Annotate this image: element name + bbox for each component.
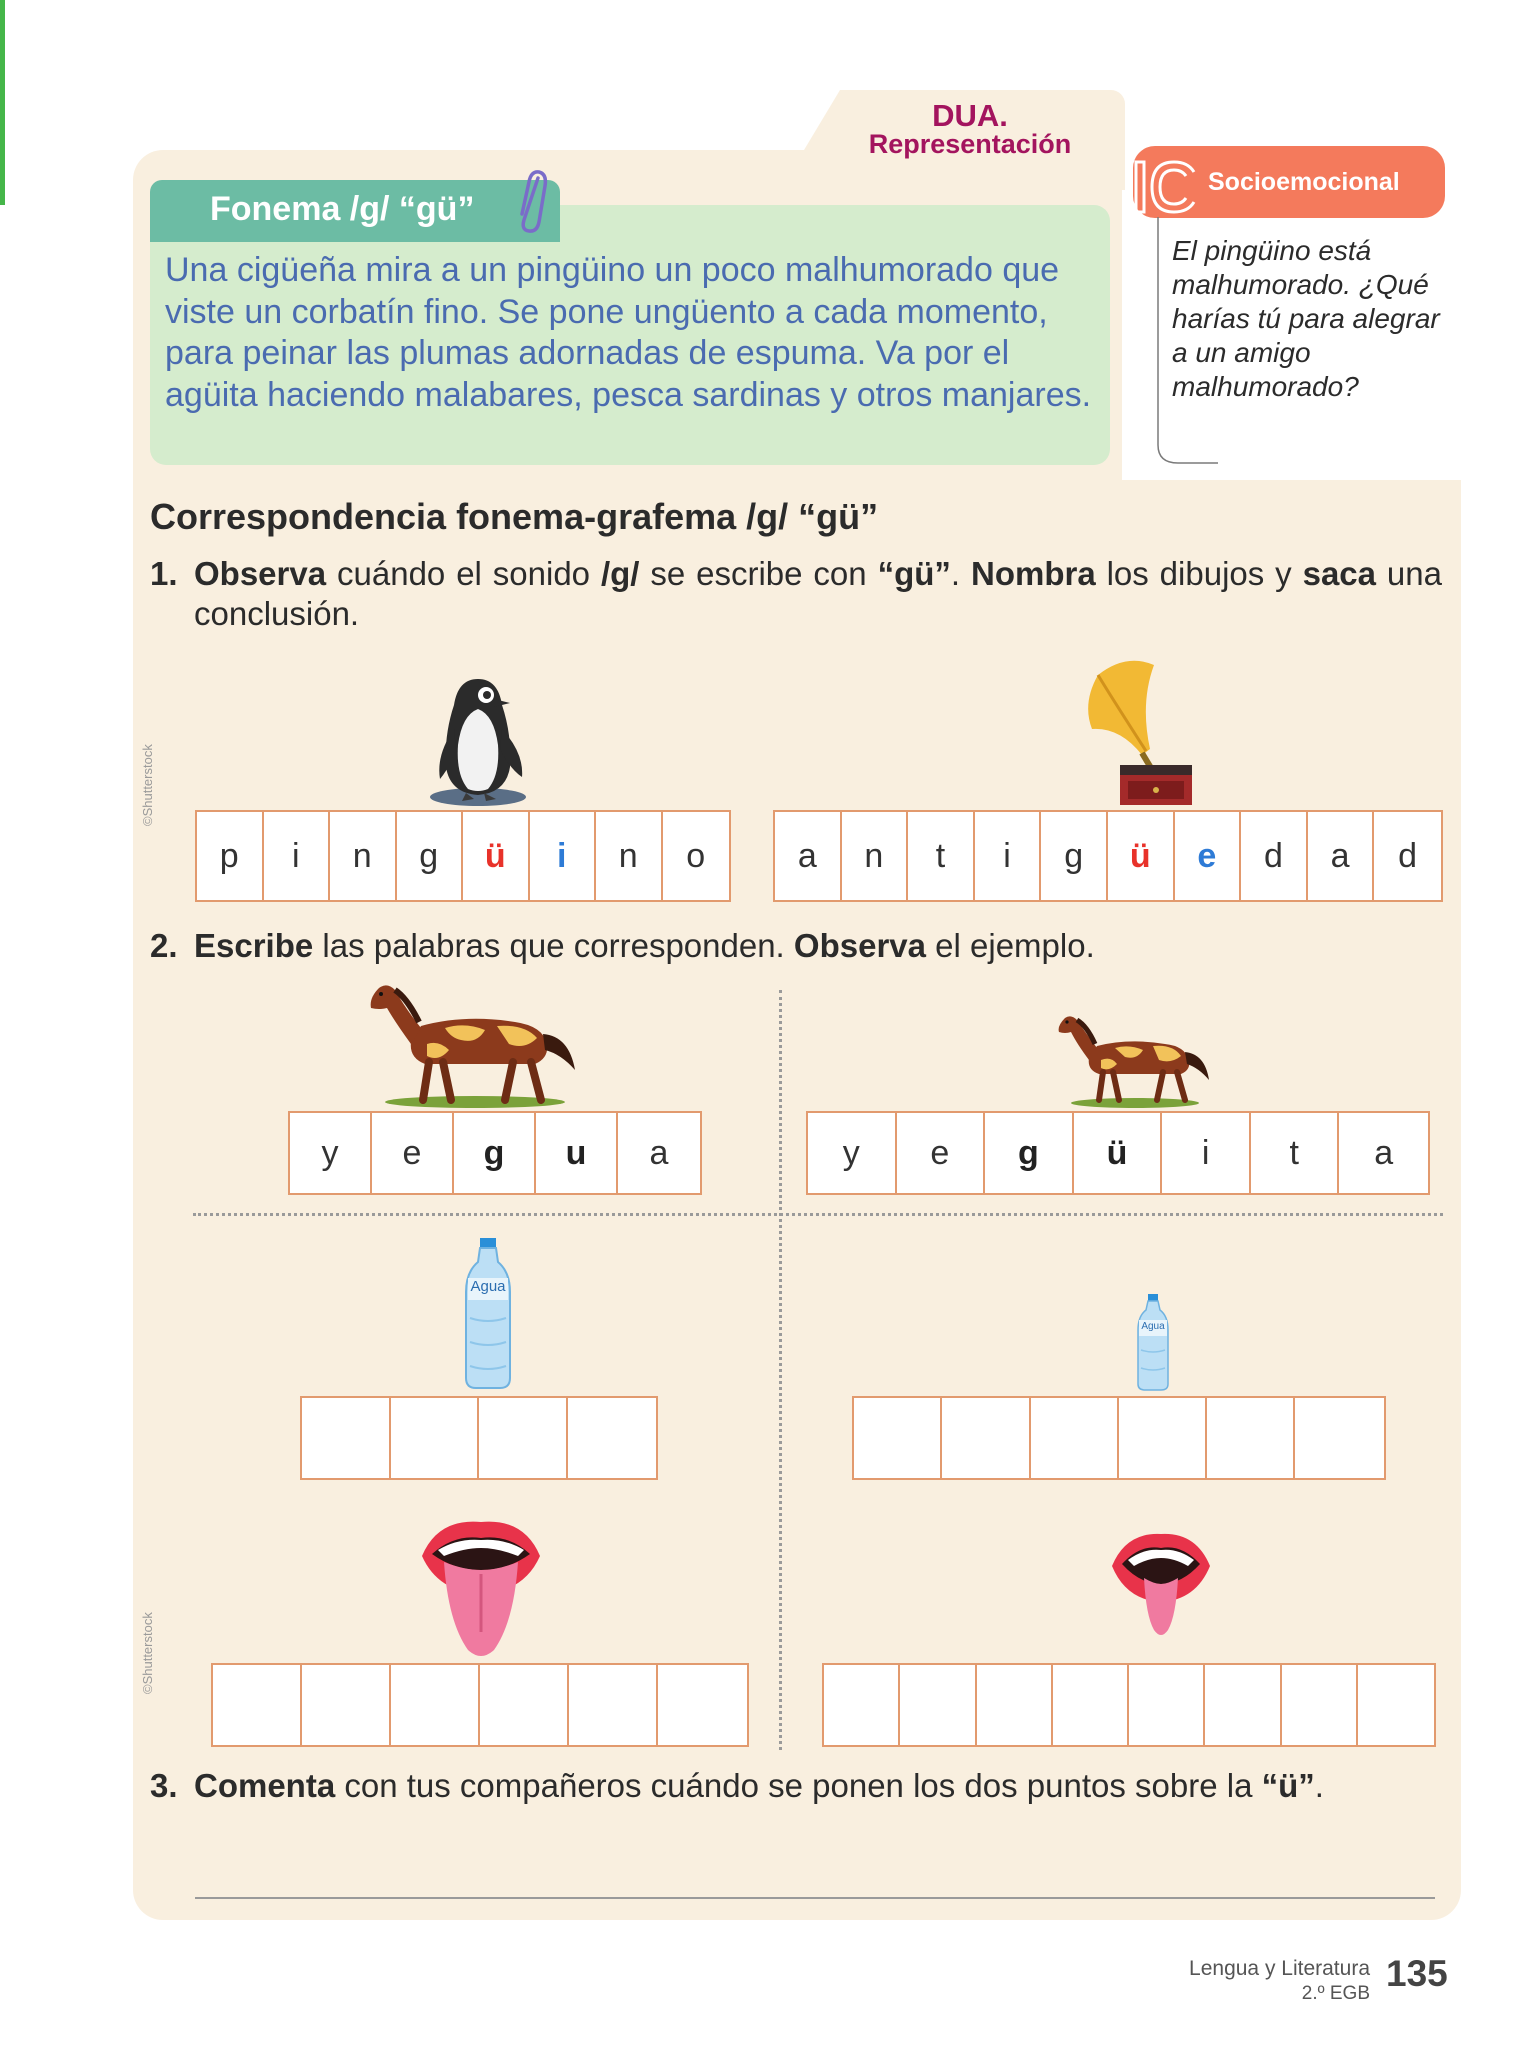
letter-cell: a (649, 1133, 669, 1172)
letter-cell: t (1251, 1113, 1340, 1193)
empty-letter-cell[interactable] (391, 1398, 480, 1478)
empty-letter-cell[interactable] (854, 1398, 942, 1478)
tongue-image-large (418, 1512, 544, 1662)
empty-letter-cell[interactable] (568, 1398, 657, 1478)
paperclip-icon (512, 168, 548, 234)
answer-line[interactable] (195, 1897, 1435, 1899)
question-3: 3. Comenta con tus compañeros cuándo se ponen los dos puntos sobre la “ü”. (150, 1767, 1324, 1804)
copyright-note: ©Shutterstock (140, 1612, 155, 1694)
answer-grid-lenguita (822, 1663, 1436, 1747)
letter-cell: g (397, 812, 464, 900)
divider-horizontal (193, 1213, 1443, 1216)
letter-cell: a (1374, 1133, 1394, 1172)
letter-cell: d (1241, 812, 1308, 900)
bottle-label: Agua (470, 1278, 506, 1295)
empty-letter-cell[interactable] (1119, 1398, 1207, 1478)
letter-cell-u-dieresis: ü (1108, 812, 1175, 900)
letter-cell: g (454, 1113, 536, 1193)
letter-cell: i (1162, 1113, 1251, 1193)
bottle-label: Agua (1141, 1321, 1165, 1332)
question-number: 2. (150, 927, 178, 964)
letter-cell: g (1041, 812, 1108, 900)
page-number: 135 (1386, 1953, 1448, 1994)
empty-letter-cell[interactable] (1205, 1665, 1281, 1745)
footer-grade: 2.º EGB (1301, 1983, 1370, 2004)
letter-cell: i (264, 812, 331, 900)
letter-cell: o (686, 836, 706, 875)
empty-letter-cell[interactable] (1129, 1665, 1205, 1745)
letter-cell: g (985, 1113, 1074, 1193)
answer-grid-agua (300, 1396, 658, 1480)
letter-cell-u-dieresis: ü (463, 812, 530, 900)
empty-letter-cell[interactable] (302, 1398, 391, 1478)
empty-letter-cell[interactable] (900, 1665, 976, 1745)
tongue-image-small (1108, 1526, 1214, 1650)
letter-cell: y (808, 1113, 897, 1193)
letter-cell: n (330, 812, 397, 900)
letter-cell-vowel: e (1175, 812, 1242, 900)
empty-letter-cell[interactable] (977, 1665, 1053, 1745)
dua-subtitle: Representación (868, 129, 1072, 159)
empty-letter-cell[interactable] (1053, 1665, 1129, 1745)
letter-cell: t (908, 812, 975, 900)
socio-text: El pingüino está malhumorado. ¿Qué harías tú para alegrar a un amigo malhumorado? (1172, 235, 1440, 402)
question-2: 2. Escribe las palabras que corresponden. Observa el ejemplo. (150, 927, 1095, 964)
word-grid-antiguedad (773, 810, 1443, 902)
empty-letter-cell[interactable] (658, 1665, 747, 1745)
empty-letter-cell[interactable] (391, 1665, 480, 1745)
letter-cell: a (775, 812, 842, 900)
page-edge-marker (0, 0, 5, 205)
letter-cell: ü (1074, 1113, 1163, 1193)
letter-cell: a (1308, 812, 1375, 900)
letter-cell: u (536, 1113, 618, 1193)
empty-letter-cell[interactable] (213, 1665, 302, 1745)
empty-letter-cell[interactable] (1295, 1398, 1383, 1478)
empty-letter-cell[interactable] (1031, 1398, 1119, 1478)
word-grid-yeguita (806, 1111, 1430, 1195)
letter-cell: y (290, 1113, 372, 1193)
letter-cell: e (897, 1113, 986, 1193)
answer-grid-aguita (852, 1396, 1386, 1480)
question-1: 1. Observa cuándo el sonido /g/ se escribe con “gü”. Nombra los dibujos y saca una conclusión. (150, 555, 1442, 632)
empty-letter-cell[interactable] (942, 1398, 1030, 1478)
fonema-text: Una cigüeña mira a un pingüino un poco malhumorado que viste un corbatín fino. Se pone ungüento a cada momento, para peinar las plumas adornadas de espuma. Va por el agüita haciendo malabares, pesca sardinas y otros manjares. (165, 251, 1092, 414)
empty-letter-cell[interactable] (479, 1398, 568, 1478)
empty-letter-cell[interactable] (569, 1665, 658, 1745)
divider-vertical (779, 990, 782, 1750)
letter-cell: p (197, 812, 264, 900)
footer-subject: Lengua y Literatura (1189, 1957, 1370, 1980)
letter-cell: d (1398, 836, 1418, 875)
gramophone-image (1080, 643, 1200, 807)
horse-image-large (365, 978, 585, 1110)
empty-letter-cell[interactable] (302, 1665, 391, 1745)
letter-cell: n (596, 812, 663, 900)
water-bottle-image-large (462, 1238, 514, 1390)
penguin-image (428, 675, 528, 807)
word-grid-yegua (288, 1111, 702, 1195)
horse-image-small (1055, 1010, 1217, 1110)
letter-cell: e (372, 1113, 454, 1193)
empty-letter-cell[interactable] (1358, 1665, 1434, 1745)
empty-letter-cell[interactable] (1282, 1665, 1358, 1745)
section-title: Correspondencia fonema-grafema /g/ “gü” (150, 496, 879, 537)
dua-title: DUA. (932, 98, 1008, 133)
copyright-note: ©Shutterstock (140, 744, 155, 826)
ic-logo-icon (1130, 158, 1202, 218)
answer-grid-lengua (211, 1663, 749, 1747)
empty-letter-cell[interactable] (824, 1665, 900, 1745)
question-number: 3. (150, 1767, 178, 1804)
letter-cell-vowel: i (530, 812, 597, 900)
fonema-label: Fonema /g/ “gü” (210, 190, 475, 228)
water-bottle-image-small (1136, 1294, 1170, 1392)
letter-cell: n (842, 812, 909, 900)
question-number: 1. (150, 555, 178, 592)
empty-letter-cell[interactable] (1207, 1398, 1295, 1478)
empty-letter-cell[interactable] (480, 1665, 569, 1745)
word-grid-pinguino (195, 810, 731, 902)
socio-label: Socioemocional (1208, 168, 1400, 196)
letter-cell: i (975, 812, 1042, 900)
